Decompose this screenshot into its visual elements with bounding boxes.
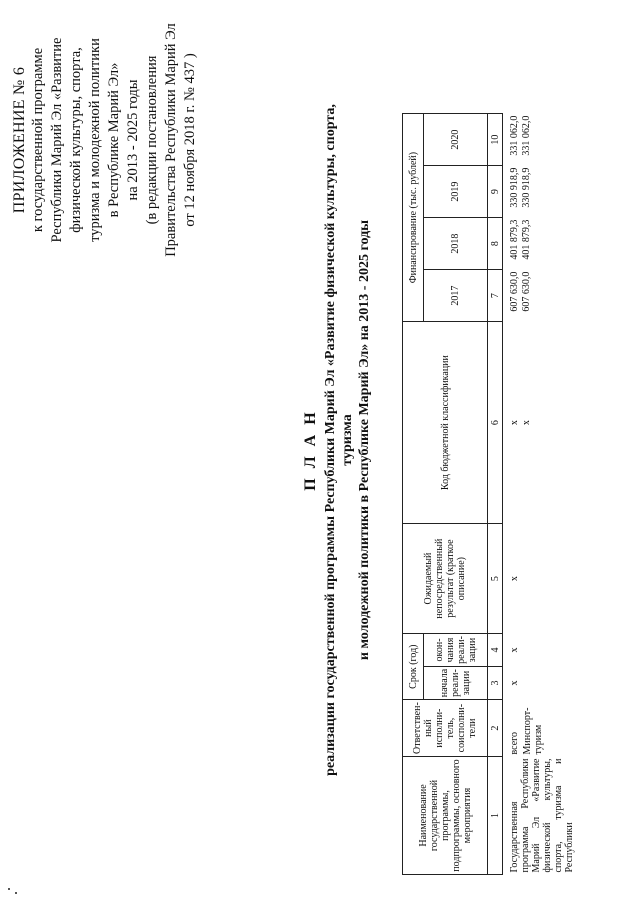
header-executor: Ответствен-ный исполни-тель, соисполни-тели: [403, 700, 488, 757]
row-code-value: х: [521, 420, 532, 426]
appendix-title: ПРИЛОЖЕНИЕ № 6: [11, 66, 28, 214]
header-start: начала реали-зации: [424, 666, 488, 699]
appendix-line: к государственной программе: [30, 47, 46, 233]
column-index: 5: [488, 524, 503, 634]
scan-mark: [8, 888, 10, 890]
row-executor: [503, 700, 577, 757]
row-code: [503, 322, 577, 524]
column-index: 8: [488, 218, 503, 270]
row-value: 401 879,3: [509, 219, 520, 260]
plan-subtitle: [322, 90, 373, 790]
row-start: х: [509, 680, 520, 686]
row-executor-total: всего: [509, 731, 520, 755]
row-value: 331 062,0: [521, 115, 532, 156]
row-value: 330 918,9: [509, 167, 520, 208]
row-value: 330 918,9: [521, 167, 532, 208]
appendix-block: [10, 20, 200, 260]
appendix-line: (в редакции постановления: [144, 55, 160, 225]
header-period: Срок (год): [403, 634, 424, 700]
column-index: 6: [488, 322, 503, 524]
appendix-line: Правительства Республики Марий Эл: [163, 23, 179, 257]
appendix-line: физической культуры, спорта,: [68, 47, 84, 233]
appendix-line: Республики Марий Эл «Развитие: [49, 37, 65, 243]
row-value: 607 630,0: [521, 271, 532, 312]
row-name: Государственная программа Республики Марий Эл «Развитие физической культуры, спорта, туризма и Республики: [509, 758, 575, 873]
appendix-line: в Республике Марий Эл»: [106, 62, 122, 218]
header-end: окон-чания реали-зации: [424, 634, 488, 667]
appendix-line: на 2013 - 2025 годы: [125, 79, 141, 201]
plan-table: [402, 113, 576, 875]
plan-subtitle-line-2: и молодежной политики в Республике Марий Эл» на 2013 - 2025 годы: [357, 219, 372, 661]
column-index: 10: [488, 114, 503, 166]
appendix-line: от 12 ноября 2018 г. № 437 ): [182, 53, 198, 227]
row-2020: [503, 114, 577, 166]
row-executor-ministry: Минспорт-туризм: [522, 707, 544, 755]
header-result: Ожидаемый непосредственный результат (краткое описание): [403, 524, 488, 634]
row-end: х: [509, 647, 520, 653]
header-year: 2020: [424, 114, 488, 166]
column-index: 1: [488, 757, 503, 875]
row-2019: [503, 166, 577, 218]
column-index: 9: [488, 166, 503, 218]
header-name: Наименование государственной программы, подпрограммы, основного мероприятия: [403, 757, 488, 875]
row-result: х: [509, 576, 520, 582]
column-index: 4: [488, 634, 503, 667]
header-year: 2019: [424, 166, 488, 218]
column-index: 3: [488, 666, 503, 699]
header-year: 2018: [424, 218, 488, 270]
header-code: Код бюджетной классификации: [403, 322, 488, 524]
row-value: 331 062,0: [509, 115, 520, 156]
row-value: 607 630,0: [509, 271, 520, 312]
header-year: 2017: [424, 270, 488, 322]
scan-mark: [15, 892, 17, 894]
header-financing: Финансирование (тыс. рублей): [403, 114, 424, 322]
plan-subtitle-line-1: реализации государственной программы Республики Марий Эл «Развитие физической культуры, спорта, туризма: [323, 104, 355, 776]
row-value: 401 879,3: [521, 219, 532, 260]
table-row: [503, 114, 577, 875]
row-code-value: х: [509, 420, 520, 426]
plan-title: П Л А Н: [302, 409, 319, 491]
row-2017: [503, 270, 577, 322]
column-index: 2: [488, 700, 503, 757]
column-index: 7: [488, 270, 503, 322]
row-2018: [503, 218, 577, 270]
appendix-line: туризма и молодежной политики: [87, 38, 103, 242]
